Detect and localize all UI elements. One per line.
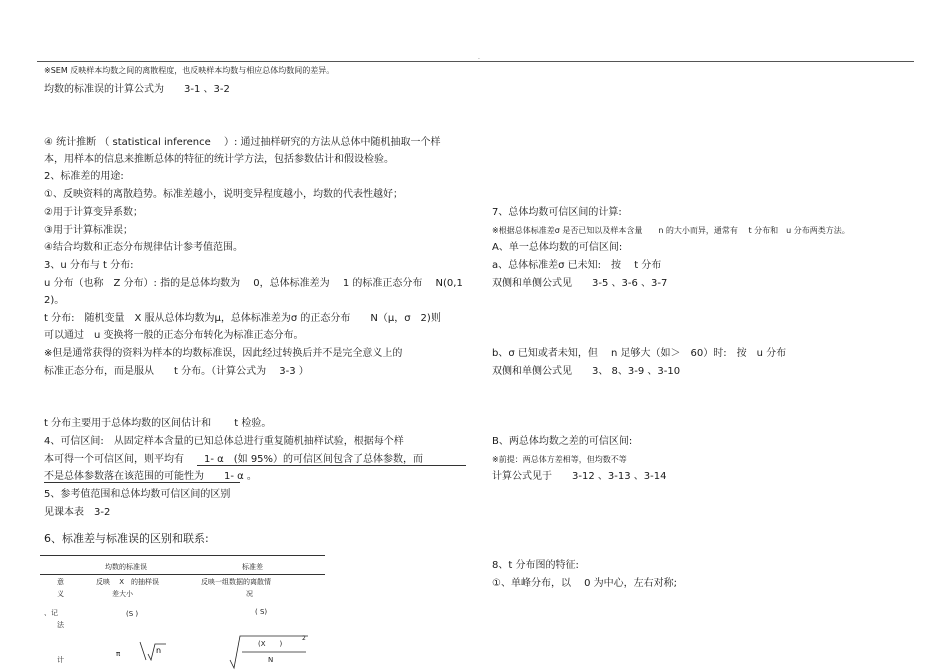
- section-3-heading: 3、u 分布与 t 分布:: [44, 260, 134, 271]
- t-dist-usage: t 分布主要用于总体均数的区间估计和 t 检验。: [44, 418, 272, 429]
- sd-formula-denominator: N: [268, 656, 274, 664]
- ci-line-3: 不是总体参数落在该范围的可能性为 1- α 。: [44, 471, 257, 482]
- sem-meaning-1: 反映 X 的抽样误: [96, 578, 160, 586]
- page-dot: .: [478, 54, 480, 61]
- table-header-rule: [40, 574, 325, 575]
- section-8-heading: 8、t 分布图的特征:: [492, 560, 579, 571]
- table-top-rule: [40, 555, 325, 556]
- sigma-unknown-formula: 双侧和单侧公式见 3-5 、3-6 、3-7: [492, 278, 668, 289]
- ci-line-1: 4、可信区间: 从固定样本含量的已知总体总进行重复随机抽样试验，根据每个样: [44, 436, 404, 447]
- header-rule: [37, 61, 914, 62]
- use-item-1: ①、反映资料的离散趋势。标准差越小，说明变异程度越小，均数的代表性越好；: [44, 189, 403, 200]
- sd-meaning-2: 况: [246, 590, 253, 598]
- svg-text:π: π: [116, 650, 121, 658]
- sem-meaning-2: 差大小: [112, 590, 133, 598]
- row-formula-label: 计: [57, 656, 64, 664]
- table-col-sd: 标准差: [242, 563, 263, 571]
- sem-note: ※SEM 反映样本均数之间的离散程度，也反映样本均数与相应总体均数间的差异。: [44, 66, 335, 75]
- ci-underline-2: [44, 482, 240, 483]
- sem-notation: (S ): [126, 610, 139, 618]
- t-dist-line-2: 可以通过 u 变换将一般的正态分布转化为标准正态分布。: [44, 330, 304, 341]
- ci-underline-1: [197, 465, 466, 466]
- sigma-known-line: b、σ 已知或者未知，但 n 足够大（如＞ 60）时: 按 u 分布: [492, 348, 787, 359]
- u-dist-line-2: 2)。: [44, 295, 65, 306]
- row-meaning-label-2: 义: [57, 590, 64, 598]
- stat-inference-line-2: 本，用样本的信息来推断总体的特征的统计学方法，包括参数估计和假设检验。: [44, 154, 394, 165]
- u-dist-line-1: u 分布（也称 Z 分布）: 指的是总体均数为 0，总体标准差为 1 的标准正态分布 N(0,1: [44, 278, 463, 289]
- section-7-note: ※根据总体标准差σ 是否已知以及样本含量 n 的大小而异，通常有 t 分布和 u 分布两类方法。: [492, 226, 850, 235]
- sigma-unknown-line: a、总体标准差σ 已未知: 按 t 分布: [492, 260, 662, 271]
- use-item-2: ②用于计算变异系数；: [44, 207, 143, 218]
- svg-text:n: n: [156, 646, 162, 655]
- sem-formula-sqrt: [116, 638, 176, 668]
- sigma-known-formula: 双侧和单侧公式见 3、 8、3-9 、3-10: [492, 366, 681, 377]
- section-5-ref: 见课本表 3-2: [44, 507, 111, 518]
- sd-meaning-1: 反映一组数据的离散情: [201, 578, 271, 586]
- sd-formula-numerator: (X ): [258, 640, 283, 648]
- formula-line: 均数的标准误的计算公式为 3-1 、3-2: [44, 84, 230, 95]
- sd-notation: ( S): [255, 608, 268, 616]
- section-2-heading: 2、标准差的用途:: [44, 171, 124, 182]
- single-mean-ci-heading: A、单一总体均数的可信区间:: [492, 242, 623, 253]
- two-means-ci-heading: B、两总体均数之差的可信区间:: [492, 436, 633, 447]
- t-feature-1: ①、单峰分布，以 0 为中心，左右对称;: [492, 578, 678, 589]
- row-notation-label: 、记: [44, 609, 58, 617]
- sd-formula-exponent: 2: [302, 635, 306, 642]
- table-col-sem: 均数的标准误: [105, 563, 147, 571]
- section-6-heading: 6、标准差与标准误的区别和联系:: [44, 532, 209, 545]
- use-item-4: ④结合均数和正态分布规律估计参考值范围。: [44, 242, 243, 253]
- row-notation-label-2: 法: [57, 621, 64, 629]
- section-7-heading: 7、总体均数可信区间的计算:: [492, 207, 622, 218]
- ci-line-2: 本可得一个可信区间，则平均有 1- α (如 95%）的可信区间包含了总体参数，而: [44, 454, 424, 465]
- stat-inference-line-1: ④ 统计推断 （ statistical inference ）: 通过抽样研究的方法从总体中随机抽取一个样: [44, 137, 441, 148]
- two-means-note: ※前提：两总体方差相等，但均数不等: [492, 455, 627, 464]
- t-dist-line-1: t 分布: 随机变量 X 服从总体均数为μ，总体标准差为σ 的正态分布 N（μ，σ 2)则: [44, 313, 441, 324]
- use-item-3: ③用于计算标准误；: [44, 225, 133, 236]
- t-dist-line-3: ※但是通常获得的资料为样本的均数标准误，因此经过转换后并不是完全意义上的: [44, 348, 403, 359]
- row-meaning-label: 意: [57, 578, 64, 586]
- section-5-heading: 5、参考值范围和总体均数可信区间的区别: [44, 489, 231, 500]
- t-dist-line-4: 标准正态分布，而是服从 t 分布。（计算公式为 3-3 ）: [44, 366, 309, 377]
- two-means-formula: 计算公式见于 3-12 、3-13 、3-14: [492, 471, 667, 482]
